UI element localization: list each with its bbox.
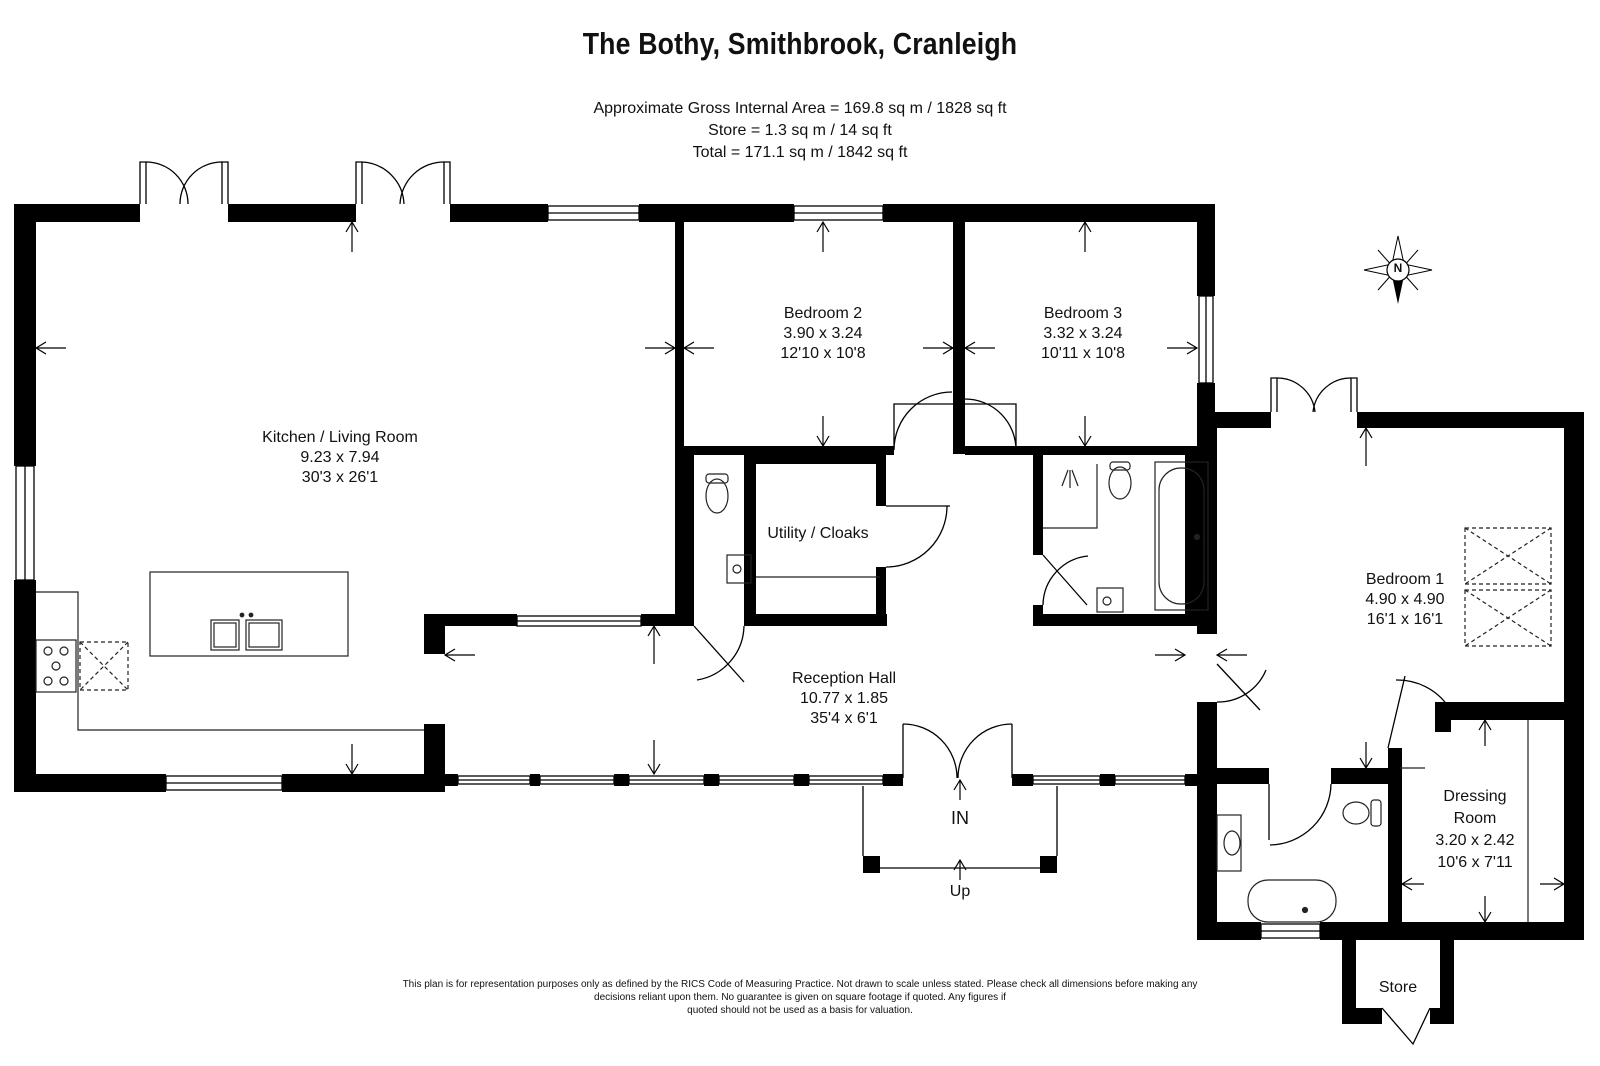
- bedroom2-label: [738, 304, 908, 364]
- steps-label: Up: [949, 883, 971, 900]
- kitchen-metric: 9.23 x 7.94: [300, 449, 380, 466]
- gross-area: Approximate Gross Internal Area = 169.8 sq m / 1828 sq ft: [593, 100, 1007, 117]
- bedroom3-metric: 3.32 x 3.24: [1043, 325, 1123, 342]
- dressing-metric: 3.20 x 2.42: [1435, 832, 1515, 849]
- doors: [140, 162, 1448, 1044]
- reception-imperial: 35'4 x 6'1: [810, 710, 878, 727]
- hob: [36, 640, 76, 692]
- bedroom1-metric: 4.90 x 4.90: [1365, 591, 1445, 608]
- bedroom3-name: Bedroom 3: [1043, 305, 1123, 322]
- disclaimer-line3: quoted should not be used as a basis for valuation.: [687, 1005, 913, 1016]
- dressing-label: [1420, 786, 1530, 874]
- kitchen-label: [200, 428, 480, 488]
- bedroom2-name: Bedroom 2: [783, 305, 863, 322]
- store-area: Store = 1.3 sq m / 14 sq ft: [708, 122, 892, 139]
- compass-label: N: [1393, 261, 1403, 275]
- bedroom1-imperial: 16'1 x 16'1: [1366, 611, 1444, 628]
- entrance-label: IN: [951, 808, 969, 828]
- interior-walls: [424, 222, 1200, 654]
- dressing-name-line2: Room: [1453, 810, 1497, 827]
- dressing-imperial: 10'6 x 7'11: [1437, 854, 1513, 871]
- bedroom3-label: [998, 304, 1168, 364]
- disclaimer-line1: This plan is for representation purposes only as defined by the RICS Code of Measuring Practice. Not drawn to scale unless stated. Please check all dimensions before making any: [402, 979, 1198, 990]
- kitchen-imperial: 30'3 x 26'1: [301, 469, 379, 486]
- plan-title: The Bothy, Smithbrook, Cranleigh: [582, 26, 1018, 61]
- dressing-name-line1: Dressing: [1443, 788, 1507, 805]
- bedroom2-metric: 3.90 x 3.24: [783, 325, 863, 342]
- disclaimer-line2: decisions reliant upon them. No guarantee is given on square footage if quoted. Any figures if: [594, 992, 1006, 1003]
- total-area: Total = 171.1 sq m / 1842 sq ft: [692, 144, 908, 161]
- bedroom3-imperial: 10'11 x 10'8: [1040, 345, 1126, 362]
- reception-label: [754, 669, 934, 729]
- utility-label: Utility / Cloaks: [767, 525, 869, 542]
- kitchen-fittings: [36, 572, 424, 730]
- bedroom1-name: Bedroom 1: [1365, 571, 1445, 588]
- bedroom1-label: [1340, 570, 1470, 630]
- bedroom2-imperial: 12'10 x 10'8: [780, 345, 866, 362]
- kitchen-name: Kitchen / Living Room: [262, 429, 418, 446]
- reception-metric: 10.77 x 1.85: [799, 690, 889, 707]
- store-label: Store: [1378, 979, 1418, 996]
- reception-name: Reception Hall: [791, 670, 897, 687]
